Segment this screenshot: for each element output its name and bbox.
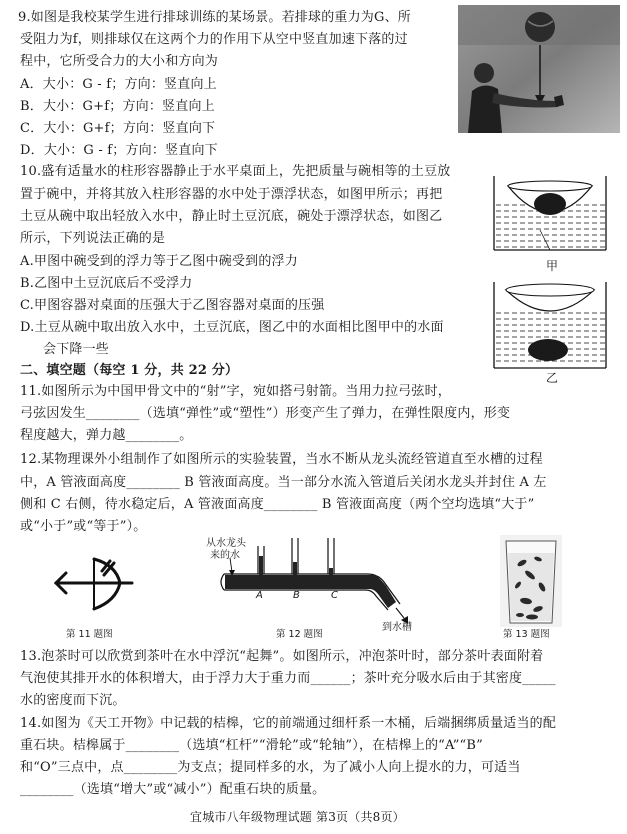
q10-line-4: 所示，下列说法正确的是 [20, 231, 166, 246]
q10-option-c: C.甲图容器对桌面的压强大于乙图容器对桌面的压强 [20, 298, 325, 313]
page-footer: 宜城市八年级物理试题 第3页（共8页） [190, 810, 405, 824]
q9-option-d: D．大小：G - f；方向：竖直向下 [20, 143, 218, 158]
q10-option-b: B.乙图中土豆沉底后不受浮力 [20, 276, 193, 291]
q9-line-1: 9.如图是我校某学生进行排球训练的某场景。若排球的重力为G、所 [18, 10, 411, 25]
section-fill-blank-title: 二、填空题（每空 1 分，共 22 分） [20, 363, 239, 378]
q11-line-1: 11.如图所示为中国甲骨文中的“射”字，宛如搭弓射箭。当用力拉弓弦时， [20, 384, 451, 399]
q14-line-2: 重石块。桔槔属于________（选填“杠杆”“滑轮”或“轮轴”），在桔槔上的“A”“B” [20, 738, 483, 753]
q10-option-d-cont: 会下降一些 [43, 342, 110, 357]
q13-line-2: 气泡使其排开水的体积增大，由于浮力大于重力而______；茶叶充分吸水后由于其密度_____ [20, 671, 556, 686]
tube-label-c: C [331, 590, 338, 601]
tube-label-a: A [256, 590, 263, 601]
q10-line-2: 置于碗中，并将其放入柱形容器的水中处于漂浮状态，如图甲所示；再把 [20, 187, 443, 202]
label-yi: 乙 [546, 371, 559, 385]
container-yi [494, 282, 606, 368]
q10-option-a: A.甲图中碗受到的浮力等于乙图中碗受到的浮力 [20, 254, 298, 269]
q14-line-4: ________（选填“增大”或“减小”）配重石块的质量。 [20, 782, 326, 797]
q10-line-3: 土豆从碗中取出轻放入水中，静止时土豆沉底，碗处于漂浮状态，如图乙 [20, 209, 443, 224]
q14-line-1: 14.如图为《天工开物》中记载的桔槔，它的前端通过细杆系一木桶，后端捆绑质量适当的配 [20, 716, 557, 731]
q9-option-c: C．大小：G+f；方向：竖直向下 [20, 121, 216, 136]
q12-line-3: 侧和 C 右侧，待水稳定后，A 管液面高度________ B 管液面高度（两个空均选填“大于” [20, 497, 535, 512]
q12-line-4: 或“小于”或“等于”）。 [20, 519, 147, 534]
tea-glass-photo [500, 535, 562, 627]
q10-line-1: 10.盛有适量水的柱形容器静止于水平桌面上，先把质量与碗相等的土豆放 [20, 164, 451, 179]
tube-label-b: B [293, 590, 300, 601]
q10-option-d: D.土豆从碗中取出放入水中，土豆沉底，图乙中的水面相比图甲中的水面 [20, 320, 444, 335]
caption-fig-12: 第 12 题图 [276, 629, 323, 640]
container-jia [494, 176, 606, 250]
bowl-potato-figure [488, 172, 618, 382]
caption-fig-11: 第 11 题图 [66, 629, 113, 640]
q12-line-1: 12.某物理课外小组制作了如图所示的实验装置，当水不断从龙头流经管道直至水槽的过程 [20, 452, 543, 467]
q9-option-a: A．大小：G - f；方向：竖直向上 [20, 77, 217, 92]
q9-option-b: B．大小：G+f；方向：竖直向上 [20, 99, 215, 114]
q13-line-1: 13.泡茶时可以欣赏到茶叶在水中浮沉“起舞”。如图所示，冲泡茶叶时，部分茶叶表面附着 [20, 649, 544, 664]
oracle-bone-she-character [50, 553, 134, 615]
q13-line-3: 水的密度而下沉。 [20, 693, 126, 708]
q11-line-3: 程度越大，弹力越________。 [20, 428, 193, 443]
q11-line-2: 弓弦因发生________（选填“弹性”或“塑性”）形变产生了弹力，在弹性限度内，形变 [20, 406, 511, 421]
q14-line-3: 和“O”三点中，点________为支点；提同样多的水，为了减小人向上提水的力，可适当 [20, 760, 521, 775]
q9-line-2: 受阻力为f，则排球仅在这两个力的作用下从空中竖直加速下落的过 [20, 32, 408, 47]
fig12-text-source-1: 从水龙头 [206, 538, 246, 549]
fig12-text-source-2: 来的水 [210, 550, 240, 561]
fig12-text-sink: 到水槽 [382, 622, 412, 633]
q9-line-3: 程中，它所受合力的大小和方向为 [20, 54, 219, 69]
caption-fig-13: 第 13 题图 [503, 629, 550, 640]
label-jia: 甲 [546, 259, 559, 273]
q12-line-2: 中，A 管液面高度________ B 管液面高度。当一部分水流入管道后关闭水龙头并封住 A 左 [20, 475, 547, 490]
volleyball-photo [458, 5, 620, 133]
